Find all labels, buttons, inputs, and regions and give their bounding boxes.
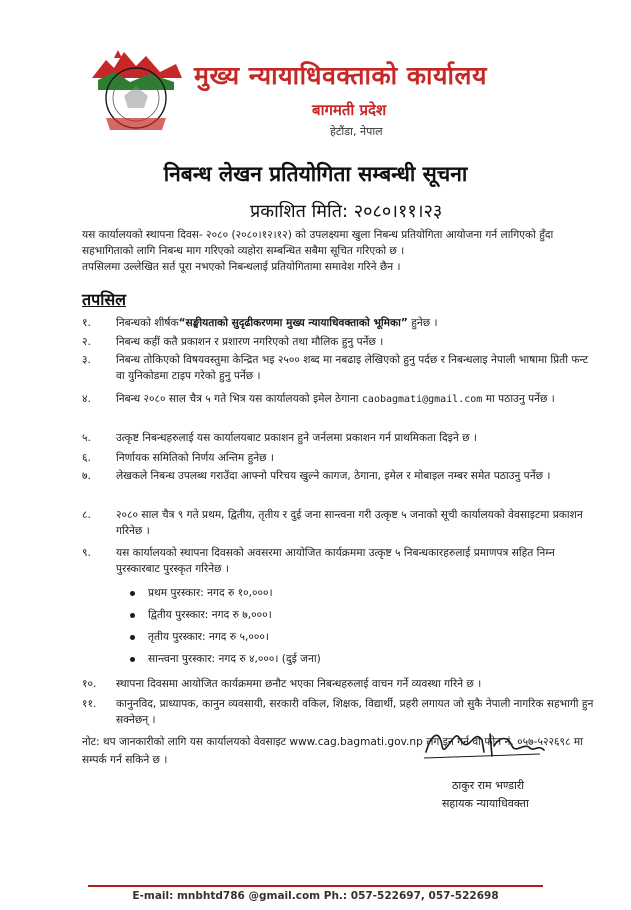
note-text: नोट: थप जानकारीको लागि यस कार्यालयको वेवसाइट www.cag.bagmati.gov.np लग इन गर्न वा फोन नं. ०५७-५२२६९८ मा सम्पर्क गर्न सकिने छ । (82, 736, 583, 766)
prize-consolation: सान्त्वना पुरस्कार: नगद रु ४,०००। (दुई जना) (128, 651, 321, 673)
essay-topic: “सङ्घीयताको सुदृढीकरणमा मुख्य न्यायाधिवक्ताको भूमिका” (178, 317, 408, 329)
item-text: स्थापना दिवसमा आयोजित कार्यक्रममा छनौट भएका निबन्धहरुलाई वाचन गर्ने व्यवस्था गरिने छ । (116, 678, 482, 690)
list-item (82, 468, 594, 484)
item-text: यस कार्यालयको स्थापना दिवसको अवसरमा आयोजित कार्यक्रममा उत्कृष्ट ५ निबन्धकारहरुलाई प्रमाणपत्र सहित निम्न पुरस्कारबाट पुरस्कृत गरिनेछ । (116, 547, 555, 575)
item-number: १. (82, 317, 91, 329)
item-number: २. (82, 336, 91, 348)
item-text: निर्णायक समितिको निर्णय अन्तिम हुनेछ । (116, 452, 274, 464)
item-text: लेखकले निबन्ध उपलब्ध गराउँदा आफ्नो परिचय खुल्ने कागज, ठेगाना, इमेल र मोबाइल नम्बर समेत पठाउनु पर्नेछ । (116, 470, 551, 482)
list-item (82, 450, 594, 466)
list-item (82, 315, 594, 331)
emblem-logo (84, 38, 188, 178)
list-item (82, 545, 594, 577)
list-item (82, 507, 594, 539)
list-item (82, 430, 594, 446)
item-text: निबन्ध तोकिएको विषयवस्तुमा केन्द्रित भइ २५०० शब्द मा नबढाइ लेखिएको हुनु पर्दछ र निबन्धलाइ नेपाली भाषामा प्रिती फन्ट वा युनिकोडमा टाइप गरेको हुनु पर्नेछ । (116, 354, 589, 382)
item-text: २०८० साल चैत्र ९ गते प्रथम, द्वितीय, तृतीय र दुई जना सान्त्वना गरी उत्कृष्ट ५ जनाको सूची कार्यालयको वेवसाइटमा प्रकाशन गरिनेछ । (116, 509, 583, 537)
published-date: प्रकाशित मिति: २०८०।११।२३ (250, 201, 443, 222)
prize-second: द्वितीय पुरस्कार: नगद रु ७,०००। (128, 607, 321, 629)
item-text: कानुनविद, प्राध्यापक, कानुन व्यवसायी, सरकारी वकिल, शिक्षक, विद्यार्थी, प्रहरी लगायत जो सुकै नेपाली नागरिक सहभागी हुन सक्नेछन् । (116, 698, 594, 726)
list-item (82, 676, 594, 692)
section-heading: तपसिल (82, 290, 127, 309)
list-item (82, 391, 594, 408)
item-number: १०. (82, 678, 97, 690)
signatory-title: सहायक न्यायाधिवक्ता (442, 797, 529, 810)
intro-text (82, 227, 582, 275)
prize-list (128, 585, 321, 673)
signatory-name: ठाकुर राम भण्डारी (452, 779, 525, 792)
email-link[interactable]: caobagmati@gmail.com (361, 394, 483, 405)
item-text: निबन्ध २०८० साल चैत्र ५ गते भित्र यस कार्यालयको इमेल ठेगाना caobagmati@gmail.com मा पठाउनु पर्नेछ । (116, 393, 555, 405)
item-text: उत्कृष्ट निबन्धहरुलाई यस कार्यालयबाट प्रकाशन हुने जर्नलमा प्रकाशन गर्न प्राथमिकता दिइने छ । (116, 432, 477, 444)
intro-paragraph-2: तपसिलमा उल्लेखित सर्त पूरा नभएको निबन्धलाई प्रतियोगितामा समावेश गरिने छैन । (82, 261, 401, 273)
signature (420, 722, 550, 766)
item-number: ८. (82, 509, 91, 521)
footer-divider (88, 885, 543, 887)
intro-paragraph-1: यस कार्यालयको स्थापना दिवस- २०८० (२०८०।१२।१२) को उपलक्ष्यमा खुला निबन्ध प्रतियोगिता आयोजना गर्न लागिएको हुँदा सहभागिताको लागि निबन्ध माग गरिएको व्यहोरा सम्बन्धित सबैमा सूचित गरिएको छ । (82, 229, 554, 257)
prize-first: प्रथम पुरस्कार: नगद रु १०,०००। (128, 585, 321, 607)
item-number: ६. (82, 452, 91, 464)
list-item (82, 334, 594, 350)
province-name: बागमती प्रदेश (312, 101, 387, 119)
item-number: ५. (82, 432, 91, 444)
item-number: ९. (82, 547, 91, 559)
item-number: ११. (82, 698, 97, 710)
prize-third: तृतीय पुरस्कार: नगद रु ५,०००। (128, 629, 321, 651)
office-location: हेटौंडा, नेपाल (330, 125, 383, 138)
notice-title: निबन्ध लेखन प्रतियोगिता सम्बन्धी सूचना (163, 162, 468, 186)
list-item (82, 352, 594, 384)
item-text: निबन्धको शीर्षक“सङ्घीयताको सुदृढीकरणमा मुख्य न्यायाधिवक्ताको भूमिका” हुनेछ । (116, 317, 438, 329)
item-number: ३. (82, 354, 91, 366)
footer-contact: E-mail: mnbhtd786 @gmail.com Ph.: 057-522697, 057-522698 (132, 890, 499, 902)
item-number: ४. (82, 393, 91, 405)
office-name: मुख्य न्यायाधिवक्ताको कार्यालय (194, 61, 487, 90)
item-text: निबन्ध कहीं कतै प्रकाशन र प्रशारण नगरिएको तथा मौलिक हुनु पर्नेछ । (116, 336, 384, 348)
item-number: ७. (82, 470, 91, 482)
